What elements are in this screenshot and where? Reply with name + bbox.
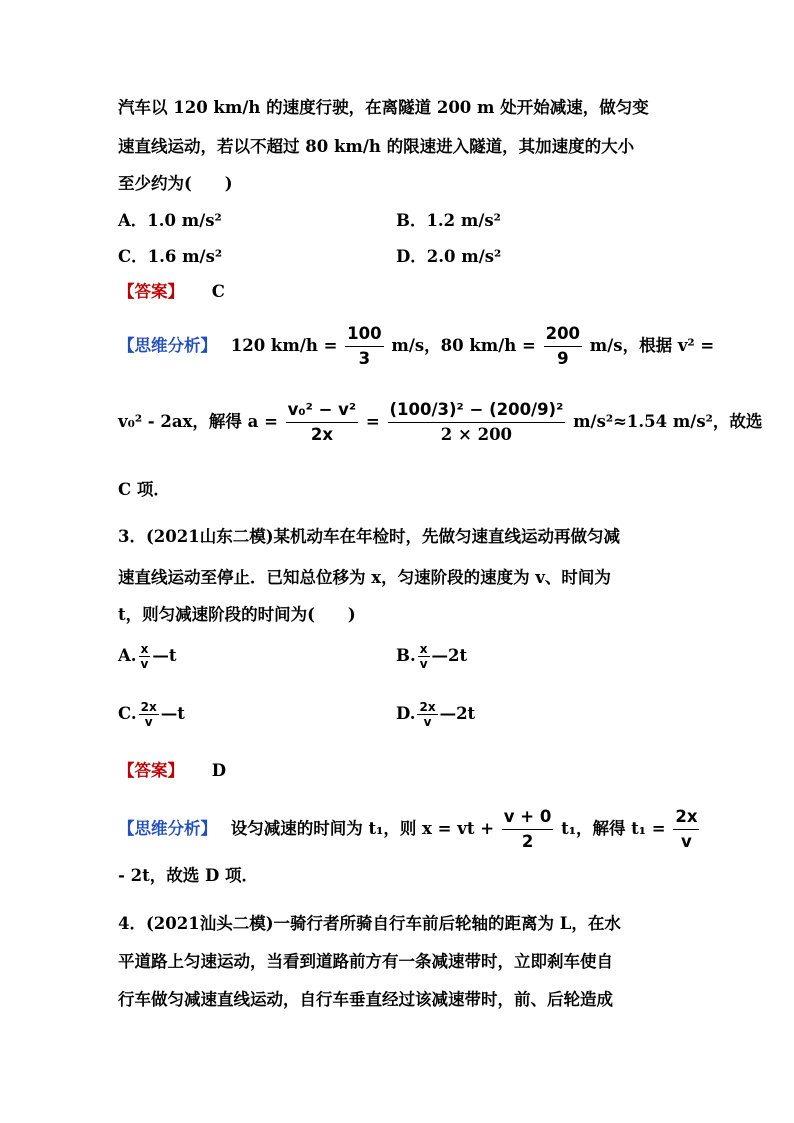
denominator: 2x — [310, 425, 333, 444]
q3-answer — [118, 759, 226, 783]
q3-line-2: 速直线运动至停止．已知总位移为 x，匀速阶段的速度为 v、时间为 — [118, 568, 611, 587]
q3-line-3: t，则匀减速阶段的时间为( ) — [118, 605, 356, 624]
analysis-text: m/s，80 km/h = — [391, 336, 536, 355]
q3-option-a — [118, 642, 177, 671]
fraction — [286, 398, 359, 447]
answer-tag: 【答案】 — [118, 761, 184, 780]
q2-option-b: B．1.2 m/s² — [396, 211, 501, 230]
q2-option-d: D．2.0 m/s² — [396, 247, 502, 266]
analysis-text: 120 km/h = — [230, 336, 338, 355]
q2-analysis-line-3: C 项． — [118, 480, 170, 499]
denominator: 3 — [358, 349, 371, 368]
option-tail: —2t — [439, 704, 476, 723]
analysis-text: t₁，解得 t₁ = — [561, 819, 666, 838]
numerator: (100/3)² − (200/9)² — [388, 398, 566, 423]
q4-line-3: 行车做匀减速直线运动，自行车垂直经过该减速带时，前、后轮造成 — [118, 990, 613, 1009]
option-label: A. — [118, 646, 137, 665]
numerator: v + 0 — [502, 805, 554, 830]
analysis-tag: 【思维分析】 — [118, 336, 217, 355]
denominator: v — [140, 657, 149, 671]
numerator: x — [139, 642, 151, 657]
numerator: 100 — [345, 322, 383, 347]
q2-option-a: A．1.0 m/s² — [118, 211, 222, 230]
option-label: B. — [396, 646, 416, 665]
q4-line-2: 平道路上匀速运动，当看到道路前方有一条减速带时，立即刹车使自 — [118, 952, 613, 971]
fraction — [502, 805, 554, 854]
analysis-tag: 【思维分析】 — [118, 819, 217, 838]
q2-line-1: 汽车以 120 km/h 的速度行驶，在离隧道 200 m 处开始减速，做匀变 — [118, 98, 649, 117]
numerator: v₀² − v² — [286, 398, 359, 423]
denominator: v — [419, 657, 428, 671]
equals-sign: = — [365, 412, 380, 431]
analysis-text: v₀² - 2ax，解得 a = — [118, 412, 278, 431]
numerator: 200 — [544, 322, 582, 347]
answer-value: C — [211, 282, 225, 301]
q2-analysis-line-2 — [118, 398, 762, 447]
option-tail: —2t — [431, 646, 468, 665]
numerator: x — [418, 642, 430, 657]
numerator: 2x — [419, 700, 436, 714]
denominator: v — [681, 832, 692, 851]
q3-analysis-line-1 — [118, 805, 701, 854]
analysis-text: 设匀减速的时间为 t₁，则 x = vt + — [230, 819, 495, 838]
q3-analysis-line-2: - 2t，故选 D 项． — [118, 866, 258, 885]
denominator: 2 — [521, 832, 534, 851]
q3-option-b — [396, 642, 467, 671]
answer-value: D — [211, 761, 227, 780]
denominator: v — [144, 715, 153, 729]
fraction — [345, 322, 383, 371]
big-fraction — [388, 398, 566, 447]
numerator: 2x — [673, 805, 699, 830]
analysis-text: m/s，根据 v² = — [589, 336, 715, 355]
fraction — [139, 642, 151, 671]
fraction — [139, 700, 159, 729]
q2-line-3: 至少约为( ) — [118, 174, 233, 193]
denominator: 2 × 200 — [440, 425, 513, 444]
q3-line-1: 3．(2021山东二模)某机动车在年检时，先做匀速直线运动再做匀减 — [118, 527, 621, 546]
answer-tag: 【答案】 — [118, 282, 184, 301]
q3-option-d — [396, 700, 475, 729]
option-tail: —t — [152, 646, 177, 665]
fraction — [673, 805, 699, 854]
q4-line-1: 4．(2021汕头二模)一骑行者所骑自行车前后轮轴的距离为 L，在水 — [118, 914, 621, 933]
option-label: C. — [118, 704, 137, 723]
fraction — [544, 322, 582, 371]
q2-option-c: C．1.6 m/s² — [118, 247, 223, 266]
q2-answer — [118, 280, 225, 304]
fraction — [417, 700, 437, 729]
denominator: 9 — [557, 349, 569, 368]
option-label: D. — [396, 704, 416, 723]
denominator: v — [423, 715, 432, 729]
analysis-text: m/s²≈1.54 m/s²，故选 — [573, 412, 763, 431]
q2-line-2: 速直线运动，若以不超过 80 km/h 的限速进入隧道，其加速度的大小 — [118, 137, 635, 156]
q2-analysis-line-1 — [118, 322, 714, 371]
q3-option-c — [118, 700, 185, 729]
fraction — [418, 642, 430, 671]
option-tail: —t — [160, 704, 185, 723]
numerator: 2x — [140, 700, 157, 714]
